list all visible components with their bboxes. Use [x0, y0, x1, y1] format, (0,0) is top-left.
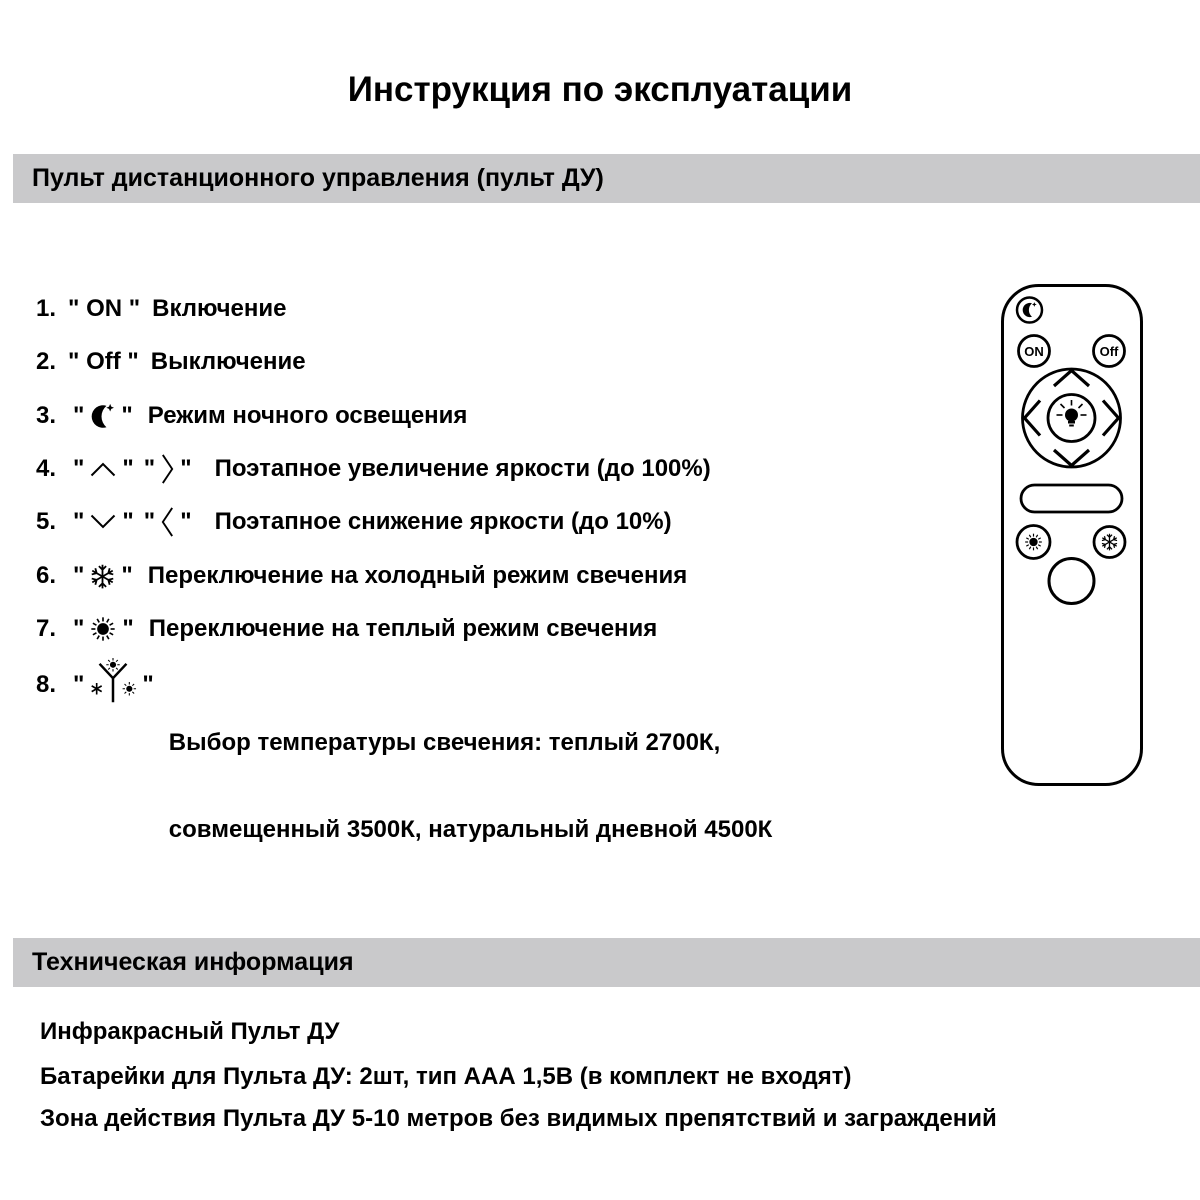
- item-number: 8.: [36, 671, 57, 698]
- item-number: 2.: [36, 348, 57, 375]
- sun-icon: [89, 615, 117, 643]
- chevron-up-icon: [89, 460, 117, 478]
- item-number: 7.: [36, 615, 57, 642]
- list-item-night-mode: [36, 400, 467, 432]
- quote-mark: ": [121, 562, 133, 589]
- remote-control-graphic: [1000, 283, 1144, 787]
- quote-mark: ": [142, 671, 154, 698]
- quote-mark: ": [180, 508, 192, 535]
- quote-mark: ": [122, 455, 134, 482]
- quote-mark: ": [73, 671, 85, 698]
- tech-info-line: Зона действия Пульта ДУ 5-10 метров без видимых препятствий и заграждений: [40, 1105, 997, 1132]
- quote-mark: ": [73, 402, 85, 429]
- quote-mark: ": [122, 615, 134, 642]
- quote-mark: ": [73, 455, 85, 482]
- item-text: Включение: [152, 295, 287, 322]
- section-heading-tech-label: Техническая информация: [32, 948, 354, 976]
- list-item-on: [36, 293, 286, 325]
- quote-mark: ": [73, 562, 85, 589]
- section-heading-tech: [13, 938, 1200, 987]
- tech-info-line: Инфракрасный Пульт ДУ: [40, 1018, 340, 1045]
- item-text: Переключение на теплый режим свечения: [148, 615, 658, 642]
- page-title: Инструкция по эксплуатации: [347, 70, 853, 109]
- section-heading-remote: [13, 154, 1200, 203]
- item-number: 6.: [36, 562, 57, 589]
- moon-icon: [89, 403, 116, 430]
- list-item-brightness-down: [36, 506, 672, 538]
- list-item-color-temperature: [36, 670, 772, 902]
- snowflake-icon: [89, 563, 116, 590]
- tech-info-line: Батарейки для Пульта ДУ: 2шт, тип ААА 1,5В (в комплект не входят): [40, 1063, 852, 1090]
- list-item-brightness-up: [36, 453, 711, 485]
- on-button-label: " ON ": [68, 295, 141, 322]
- item-number: 3.: [36, 402, 57, 429]
- item-text: Выключение: [150, 348, 306, 375]
- quote-mark: ": [121, 402, 133, 429]
- item-text-block: [169, 670, 773, 902]
- chevron-left-icon: [160, 505, 175, 539]
- list-item-cold-mode: [36, 560, 687, 592]
- list-item-warm-mode: [36, 613, 657, 645]
- item-text-line2: совмещенный 3500К, натуральный дневной 4500К: [168, 816, 773, 843]
- item-number: 1.: [36, 295, 57, 322]
- list-item-off: [36, 346, 306, 378]
- item-text: Поэтапное снижение яркости (до 10%): [214, 508, 672, 535]
- item-text: Поэтапное увеличение яркости (до 100%): [214, 455, 711, 482]
- quote-mark: ": [143, 455, 156, 482]
- off-button-label: " Off ": [68, 348, 139, 375]
- chevron-right-icon: [160, 452, 175, 486]
- item-number: 5.: [36, 508, 57, 535]
- on-button-label: ON: [1024, 344, 1044, 359]
- chevron-down-icon: [89, 513, 117, 531]
- quote-mark: ": [143, 508, 156, 535]
- quote-mark: ": [122, 508, 134, 535]
- color-temperature-icon: [89, 657, 137, 709]
- item-text: Режим ночного освещения: [147, 402, 468, 429]
- section-heading-remote-label: Пульт дистанционного управления (пульт ДУ): [32, 164, 604, 192]
- quote-mark: ": [180, 455, 192, 482]
- off-button-label: Off: [1099, 344, 1119, 359]
- item-text-line1: Выбор температуры свечения: теплый 2700К,: [168, 729, 721, 756]
- quote-mark: ": [73, 508, 85, 535]
- quote-mark: ": [73, 615, 85, 642]
- item-text: Переключение на холодный режим свечения: [147, 562, 688, 589]
- item-number: 4.: [36, 455, 57, 482]
